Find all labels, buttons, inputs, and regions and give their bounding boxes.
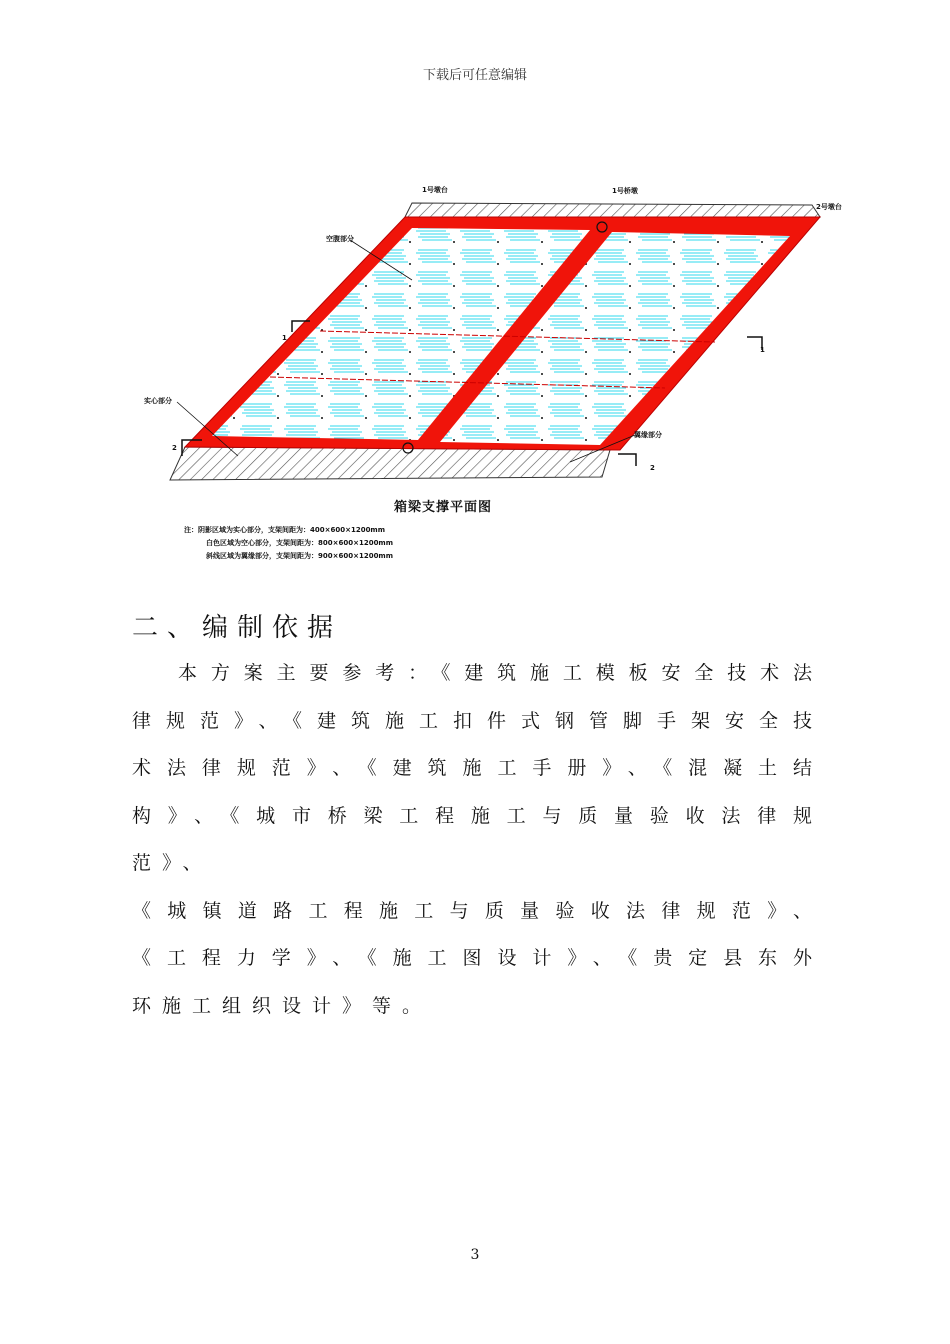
- paragraph-line-4: 构》、《城市桥梁工程施工与质量验收法律规: [132, 805, 812, 827]
- figure-note-3: 斜线区域为翼缘部分，支架间距为：900×600×1200mm: [206, 552, 394, 560]
- bottom-wing-hatch: [170, 447, 610, 480]
- label-top-right-pier: 2号墩台: [816, 203, 842, 211]
- label-wing-part: 翼缘部分: [634, 431, 662, 439]
- paragraph-line-5: 范》、: [132, 852, 213, 874]
- paragraph-line-7: 《工程力学》、《施工图设计》、《贵定县东外: [132, 947, 812, 969]
- paragraph-line-6: 《城镇道路工程施工与质量验收法律规范》、: [132, 900, 812, 922]
- section-mark-1-right: 1: [760, 346, 765, 354]
- box-girder-support-plan-figure: [144, 180, 870, 580]
- figure-title: 箱梁支撑平面图: [394, 500, 493, 515]
- paragraph-line-1: 本方案主要参考：《建筑施工模板安全技术法: [178, 662, 812, 684]
- figure-note-2: 白色区域为空心部分，支架间距为：800×600×1200mm: [206, 539, 394, 547]
- section-mark-2-left: 2: [172, 444, 177, 452]
- section-mark-2-right: 2: [650, 464, 655, 472]
- figure-note-1: 注：阴影区域为实心部分，支架间距为：400×600×1200mm: [184, 526, 386, 534]
- paragraph-line-2: 律规范》、《建筑施工扣件式钢管脚手架安全技: [132, 710, 812, 732]
- paragraph-line-8: 环施工组织设计》等。: [132, 995, 433, 1017]
- section-heading: 二、编制依据: [132, 613, 343, 643]
- section-mark-1-left: 1: [282, 334, 287, 342]
- paragraph-line-3: 术法律规范》、《建筑施工手册》、《混凝土结: [132, 757, 812, 779]
- label-top-mid-pier: 1号桥墩: [612, 187, 638, 195]
- label-hollow-part: 空腹部分: [326, 235, 354, 243]
- top-wing-hatch: [405, 203, 820, 217]
- support-plan-drawing: [150, 180, 870, 580]
- label-solid-part: 实心部分: [144, 397, 172, 405]
- label-top-left-pier: 1号墩台: [422, 186, 448, 194]
- page-number: 3: [470, 1247, 480, 1263]
- page-header: 下载后可任意编辑: [422, 68, 527, 83]
